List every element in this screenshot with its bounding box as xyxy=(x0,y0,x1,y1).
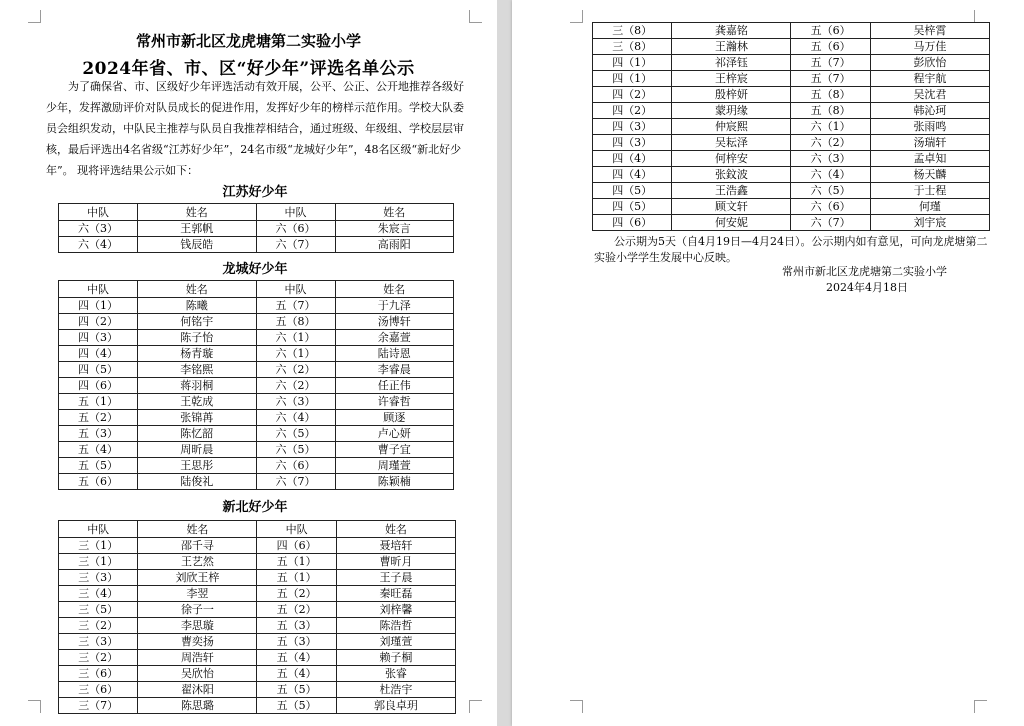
table-row xyxy=(593,39,990,55)
student-name-cell: 吴欣怡 xyxy=(138,666,257,682)
header-class: 中队 xyxy=(256,204,335,221)
class-cell: 六（6） xyxy=(256,458,335,474)
class-cell: 五（4） xyxy=(257,650,336,666)
student-name-cell: 王梓宸 xyxy=(672,71,791,87)
table-row xyxy=(593,119,990,135)
xinbei-table-part2 xyxy=(592,22,990,231)
student-name-cell: 周浩轩 xyxy=(138,650,257,666)
class-cell: 四（3） xyxy=(593,135,672,151)
student-name-cell: 杜浩宇 xyxy=(336,682,455,698)
class-cell: 五（3） xyxy=(257,634,336,650)
student-name-cell: 陈思璐 xyxy=(138,698,257,714)
class-cell: 五（3） xyxy=(59,426,138,442)
class-cell: 六（7） xyxy=(256,237,335,253)
document-page-1 xyxy=(0,0,497,726)
class-cell: 六（4） xyxy=(791,167,870,183)
table-header-row xyxy=(59,204,454,221)
class-cell: 四（2） xyxy=(593,103,672,119)
class-cell: 三（3） xyxy=(59,570,138,586)
table-row xyxy=(593,71,990,87)
table-row xyxy=(59,442,454,458)
crop-mark xyxy=(28,10,41,23)
table-row xyxy=(593,135,990,151)
class-cell: 四（5） xyxy=(59,362,138,378)
student-name-cell: 周瑾萱 xyxy=(335,458,454,474)
class-cell: 六（3） xyxy=(791,151,870,167)
student-name-cell: 殷梓妍 xyxy=(672,87,791,103)
class-cell: 六（5） xyxy=(256,426,335,442)
student-name-cell: 翟沐阳 xyxy=(138,682,257,698)
student-name-cell: 刘宇宸 xyxy=(870,215,989,231)
class-cell: 四（6） xyxy=(257,538,336,554)
table-header-row xyxy=(59,521,456,538)
table-row xyxy=(59,634,456,650)
table-row xyxy=(593,215,990,231)
student-name-cell: 张睿 xyxy=(336,666,455,682)
class-cell: 五（8） xyxy=(791,103,870,119)
student-name-cell: 吴沈君 xyxy=(870,87,989,103)
class-cell: 五（1） xyxy=(59,394,138,410)
table-row xyxy=(59,602,456,618)
student-name-cell: 曹昕月 xyxy=(336,554,455,570)
student-name-cell: 陈忆韶 xyxy=(138,426,257,442)
class-cell: 六（5） xyxy=(791,183,870,199)
student-name-cell: 孟卓知 xyxy=(870,151,989,167)
student-name-cell: 何安妮 xyxy=(672,215,791,231)
class-cell: 五（6） xyxy=(791,39,870,55)
section-title-longcheng: 龙城好少年 xyxy=(222,262,288,277)
header-name: 姓名 xyxy=(335,281,454,298)
student-name-cell: 李铭熙 xyxy=(138,362,257,378)
class-cell: 六（4） xyxy=(256,410,335,426)
student-name-cell: 王艺然 xyxy=(138,554,257,570)
student-name-cell: 张鈫波 xyxy=(672,167,791,183)
table-row xyxy=(59,458,454,474)
class-cell: 六（3） xyxy=(256,394,335,410)
student-name-cell: 程宇航 xyxy=(870,71,989,87)
student-name-cell: 王瀚林 xyxy=(672,39,791,55)
student-name-cell: 钱辰皓 xyxy=(138,237,257,253)
student-name-cell: 陆诗恩 xyxy=(335,346,454,362)
student-name-cell: 于士程 xyxy=(870,183,989,199)
student-name-cell: 余嘉萱 xyxy=(335,330,454,346)
class-cell: 五（6） xyxy=(791,23,870,39)
student-name-cell: 张雨鸣 xyxy=(870,119,989,135)
student-name-cell: 曹子宜 xyxy=(335,442,454,458)
class-cell: 六（2） xyxy=(256,362,335,378)
student-name-cell: 顾文轩 xyxy=(672,199,791,215)
student-name-cell: 徐子一 xyxy=(138,602,257,618)
student-name-cell: 李翌 xyxy=(138,586,257,602)
class-cell: 五（8） xyxy=(791,87,870,103)
class-cell: 三（7） xyxy=(59,698,138,714)
student-name-cell: 刘欣王梓 xyxy=(138,570,257,586)
table-row xyxy=(59,426,454,442)
student-name-cell: 何铭宇 xyxy=(138,314,257,330)
table-row xyxy=(593,23,990,39)
student-name-cell: 汤瑞轩 xyxy=(870,135,989,151)
student-name-cell: 于九泽 xyxy=(335,298,454,314)
class-cell: 三（1） xyxy=(59,538,138,554)
class-cell: 五（2） xyxy=(257,602,336,618)
class-cell: 四（2） xyxy=(593,87,672,103)
class-cell: 四（2） xyxy=(59,314,138,330)
student-name-cell: 祁泽钰 xyxy=(672,55,791,71)
class-cell: 三（5） xyxy=(59,602,138,618)
table-row xyxy=(59,570,456,586)
student-name-cell: 陈浩哲 xyxy=(336,618,455,634)
class-cell: 三（8） xyxy=(593,23,672,39)
class-cell: 四（5） xyxy=(593,183,672,199)
table-row xyxy=(593,183,990,199)
school-title: 常州市新北区龙虎塘第二实验小学 xyxy=(135,32,361,50)
student-name-cell: 郭良卓玥 xyxy=(336,698,455,714)
student-name-cell: 吴耘泽 xyxy=(672,135,791,151)
class-cell: 六（1） xyxy=(791,119,870,135)
class-cell: 六（2） xyxy=(256,378,335,394)
class-cell: 四（4） xyxy=(593,151,672,167)
student-name-cell: 何瑾 xyxy=(870,199,989,215)
class-cell: 三（1） xyxy=(59,554,138,570)
student-name-cell: 蒋羽桐 xyxy=(138,378,257,394)
student-name-cell: 龚嘉铭 xyxy=(672,23,791,39)
table-row xyxy=(59,538,456,554)
table-row xyxy=(59,618,456,634)
student-name-cell: 吴梓霄 xyxy=(870,23,989,39)
header-name: 姓名 xyxy=(335,204,454,221)
class-cell: 四（1） xyxy=(593,55,672,71)
crop-mark xyxy=(570,700,583,713)
student-name-cell: 刘瑾萱 xyxy=(336,634,455,650)
student-name-cell: 周昕晨 xyxy=(138,442,257,458)
table-row xyxy=(593,167,990,183)
table-row xyxy=(59,682,456,698)
class-cell: 六（1） xyxy=(256,346,335,362)
student-name-cell: 任正伟 xyxy=(335,378,454,394)
student-name-cell: 王郭帆 xyxy=(138,221,257,237)
student-name-cell: 陈颖楠 xyxy=(335,474,454,490)
class-cell: 四（4） xyxy=(593,167,672,183)
class-cell: 六（6） xyxy=(256,221,335,237)
class-cell: 三（2） xyxy=(59,618,138,634)
header-name: 姓名 xyxy=(138,281,257,298)
header-class: 中队 xyxy=(59,281,138,298)
table-row xyxy=(593,199,990,215)
table-row xyxy=(593,151,990,167)
class-cell: 四（6） xyxy=(593,215,672,231)
student-name-cell: 彭欣怡 xyxy=(870,55,989,71)
class-cell: 四（5） xyxy=(593,199,672,215)
class-cell: 五（2） xyxy=(257,586,336,602)
class-cell: 三（6） xyxy=(59,666,138,682)
class-cell: 六（6） xyxy=(791,199,870,215)
table-row xyxy=(59,554,456,570)
page-gutter xyxy=(497,0,512,726)
table-row xyxy=(59,394,454,410)
intro-paragraph: 为了确保省、市、区级好少年评选活动有效开展，公平、公正、公开地推荐各级好少年，发挥激励评价对队员成长的促进作用，发挥好少年的榜样示范作用。学校大队委员会组织发动，中队民主推荐与队员自我推荐相结合，通过班级、年级组、学校层层审核，最后评选出4名省级“江苏好少年”，24名市级“龙城好少年”，48名区级“新北好少年”。 现将评选结果公示如下： xyxy=(46,80,464,177)
class-cell: 三（2） xyxy=(59,650,138,666)
table-row xyxy=(593,87,990,103)
class-cell: 五（6） xyxy=(59,474,138,490)
signature-date: 2024年4月18日 xyxy=(826,281,908,294)
header-class: 中队 xyxy=(59,204,138,221)
class-cell: 五（7） xyxy=(791,71,870,87)
student-name-cell: 陈曦 xyxy=(138,298,257,314)
class-cell: 四（4） xyxy=(59,346,138,362)
table-row xyxy=(59,237,454,253)
xinbei-table-part1 xyxy=(58,520,456,714)
class-cell: 六（4） xyxy=(59,237,138,253)
student-name-cell: 顾逐 xyxy=(335,410,454,426)
student-name-cell: 何梓安 xyxy=(672,151,791,167)
class-cell: 五（7） xyxy=(256,298,335,314)
class-cell: 五（1） xyxy=(257,570,336,586)
student-name-cell: 杨青璇 xyxy=(138,346,257,362)
student-name-cell: 王思彤 xyxy=(138,458,257,474)
table-header-row xyxy=(59,281,454,298)
table-row xyxy=(59,362,454,378)
header-name: 姓名 xyxy=(138,521,257,538)
table-row xyxy=(59,330,454,346)
student-name-cell: 高雨阳 xyxy=(335,237,454,253)
class-cell: 四（1） xyxy=(593,71,672,87)
student-name-cell: 聂培轩 xyxy=(336,538,455,554)
class-cell: 六（2） xyxy=(791,135,870,151)
header-name: 姓名 xyxy=(336,521,455,538)
class-cell: 五（5） xyxy=(257,682,336,698)
table-row xyxy=(59,346,454,362)
student-name-cell: 邵千寻 xyxy=(138,538,257,554)
section-title-jiangsu: 江苏好少年 xyxy=(222,185,288,200)
header-class: 中队 xyxy=(256,281,335,298)
notice-paragraph: 公示期为5天（自4月19日—4月24日）。公示期内如有意见，可向龙虎塘第二实验小学学生发展中心反映。 xyxy=(594,235,988,264)
header-class: 中队 xyxy=(59,521,138,538)
student-name-cell: 秦旺磊 xyxy=(336,586,455,602)
student-name-cell: 李睿晨 xyxy=(335,362,454,378)
table-row xyxy=(59,314,454,330)
class-cell: 三（4） xyxy=(59,586,138,602)
student-name-cell: 卢心妍 xyxy=(335,426,454,442)
class-cell: 四（1） xyxy=(59,298,138,314)
student-name-cell: 王子晨 xyxy=(336,570,455,586)
student-name-cell: 李思璇 xyxy=(138,618,257,634)
student-name-cell: 仲宸熙 xyxy=(672,119,791,135)
student-name-cell: 陈子怡 xyxy=(138,330,257,346)
table-row xyxy=(593,103,990,119)
student-name-cell: 韩沁珂 xyxy=(870,103,989,119)
class-cell: 六（1） xyxy=(256,330,335,346)
student-name-cell: 王浩鑫 xyxy=(672,183,791,199)
table-row xyxy=(59,586,456,602)
table-row xyxy=(59,298,454,314)
class-cell: 三（6） xyxy=(59,682,138,698)
header-class: 中队 xyxy=(257,521,336,538)
class-cell: 五（7） xyxy=(791,55,870,71)
table-row xyxy=(59,378,454,394)
class-cell: 五（5） xyxy=(257,698,336,714)
student-name-cell: 马万佳 xyxy=(870,39,989,55)
crop-mark xyxy=(469,700,482,713)
table-row xyxy=(59,666,456,682)
header-name: 姓名 xyxy=(138,204,257,221)
table-row xyxy=(59,410,454,426)
class-cell: 五（8） xyxy=(256,314,335,330)
table-row xyxy=(59,698,456,714)
class-cell: 四（6） xyxy=(59,378,138,394)
student-name-cell: 许睿哲 xyxy=(335,394,454,410)
class-cell: 三（3） xyxy=(59,634,138,650)
signature-org: 常州市新北区龙虎塘第二实验小学 xyxy=(782,265,947,278)
class-cell: 五（5） xyxy=(59,458,138,474)
class-cell: 五（4） xyxy=(257,666,336,682)
crop-mark xyxy=(28,700,41,713)
crop-mark xyxy=(469,10,482,23)
class-cell: 五（3） xyxy=(257,618,336,634)
class-cell: 六（3） xyxy=(59,221,138,237)
class-cell: 三（8） xyxy=(593,39,672,55)
student-name-cell: 赖子桐 xyxy=(336,650,455,666)
student-name-cell: 陆俊礼 xyxy=(138,474,257,490)
crop-mark xyxy=(570,10,583,23)
student-name-cell: 朱宸言 xyxy=(335,221,454,237)
student-name-cell: 王乾成 xyxy=(138,394,257,410)
jiangsu-table xyxy=(58,203,454,253)
class-cell: 六（7） xyxy=(256,474,335,490)
longcheng-table xyxy=(58,280,454,490)
class-cell: 六（5） xyxy=(256,442,335,458)
document-page-2 xyxy=(512,0,1024,726)
class-cell: 五（2） xyxy=(59,410,138,426)
student-name-cell: 张锦苒 xyxy=(138,410,257,426)
student-name-cell: 曹奕扬 xyxy=(138,634,257,650)
class-cell: 四（3） xyxy=(593,119,672,135)
student-name-cell: 杨天麟 xyxy=(870,167,989,183)
class-cell: 五（4） xyxy=(59,442,138,458)
student-name-cell: 蒙玥缘 xyxy=(672,103,791,119)
class-cell: 六（7） xyxy=(791,215,870,231)
document-title: 2024年省、市、区“好少年”评选名单公示 xyxy=(82,59,415,79)
table-row xyxy=(59,221,454,237)
table-row xyxy=(59,474,454,490)
class-cell: 四（3） xyxy=(59,330,138,346)
table-row xyxy=(593,55,990,71)
section-title-xinbei: 新北好少年 xyxy=(222,500,288,515)
student-name-cell: 刘梓馨 xyxy=(336,602,455,618)
table-row xyxy=(59,650,456,666)
student-name-cell: 汤博轩 xyxy=(335,314,454,330)
crop-mark xyxy=(974,700,987,713)
class-cell: 五（1） xyxy=(257,554,336,570)
